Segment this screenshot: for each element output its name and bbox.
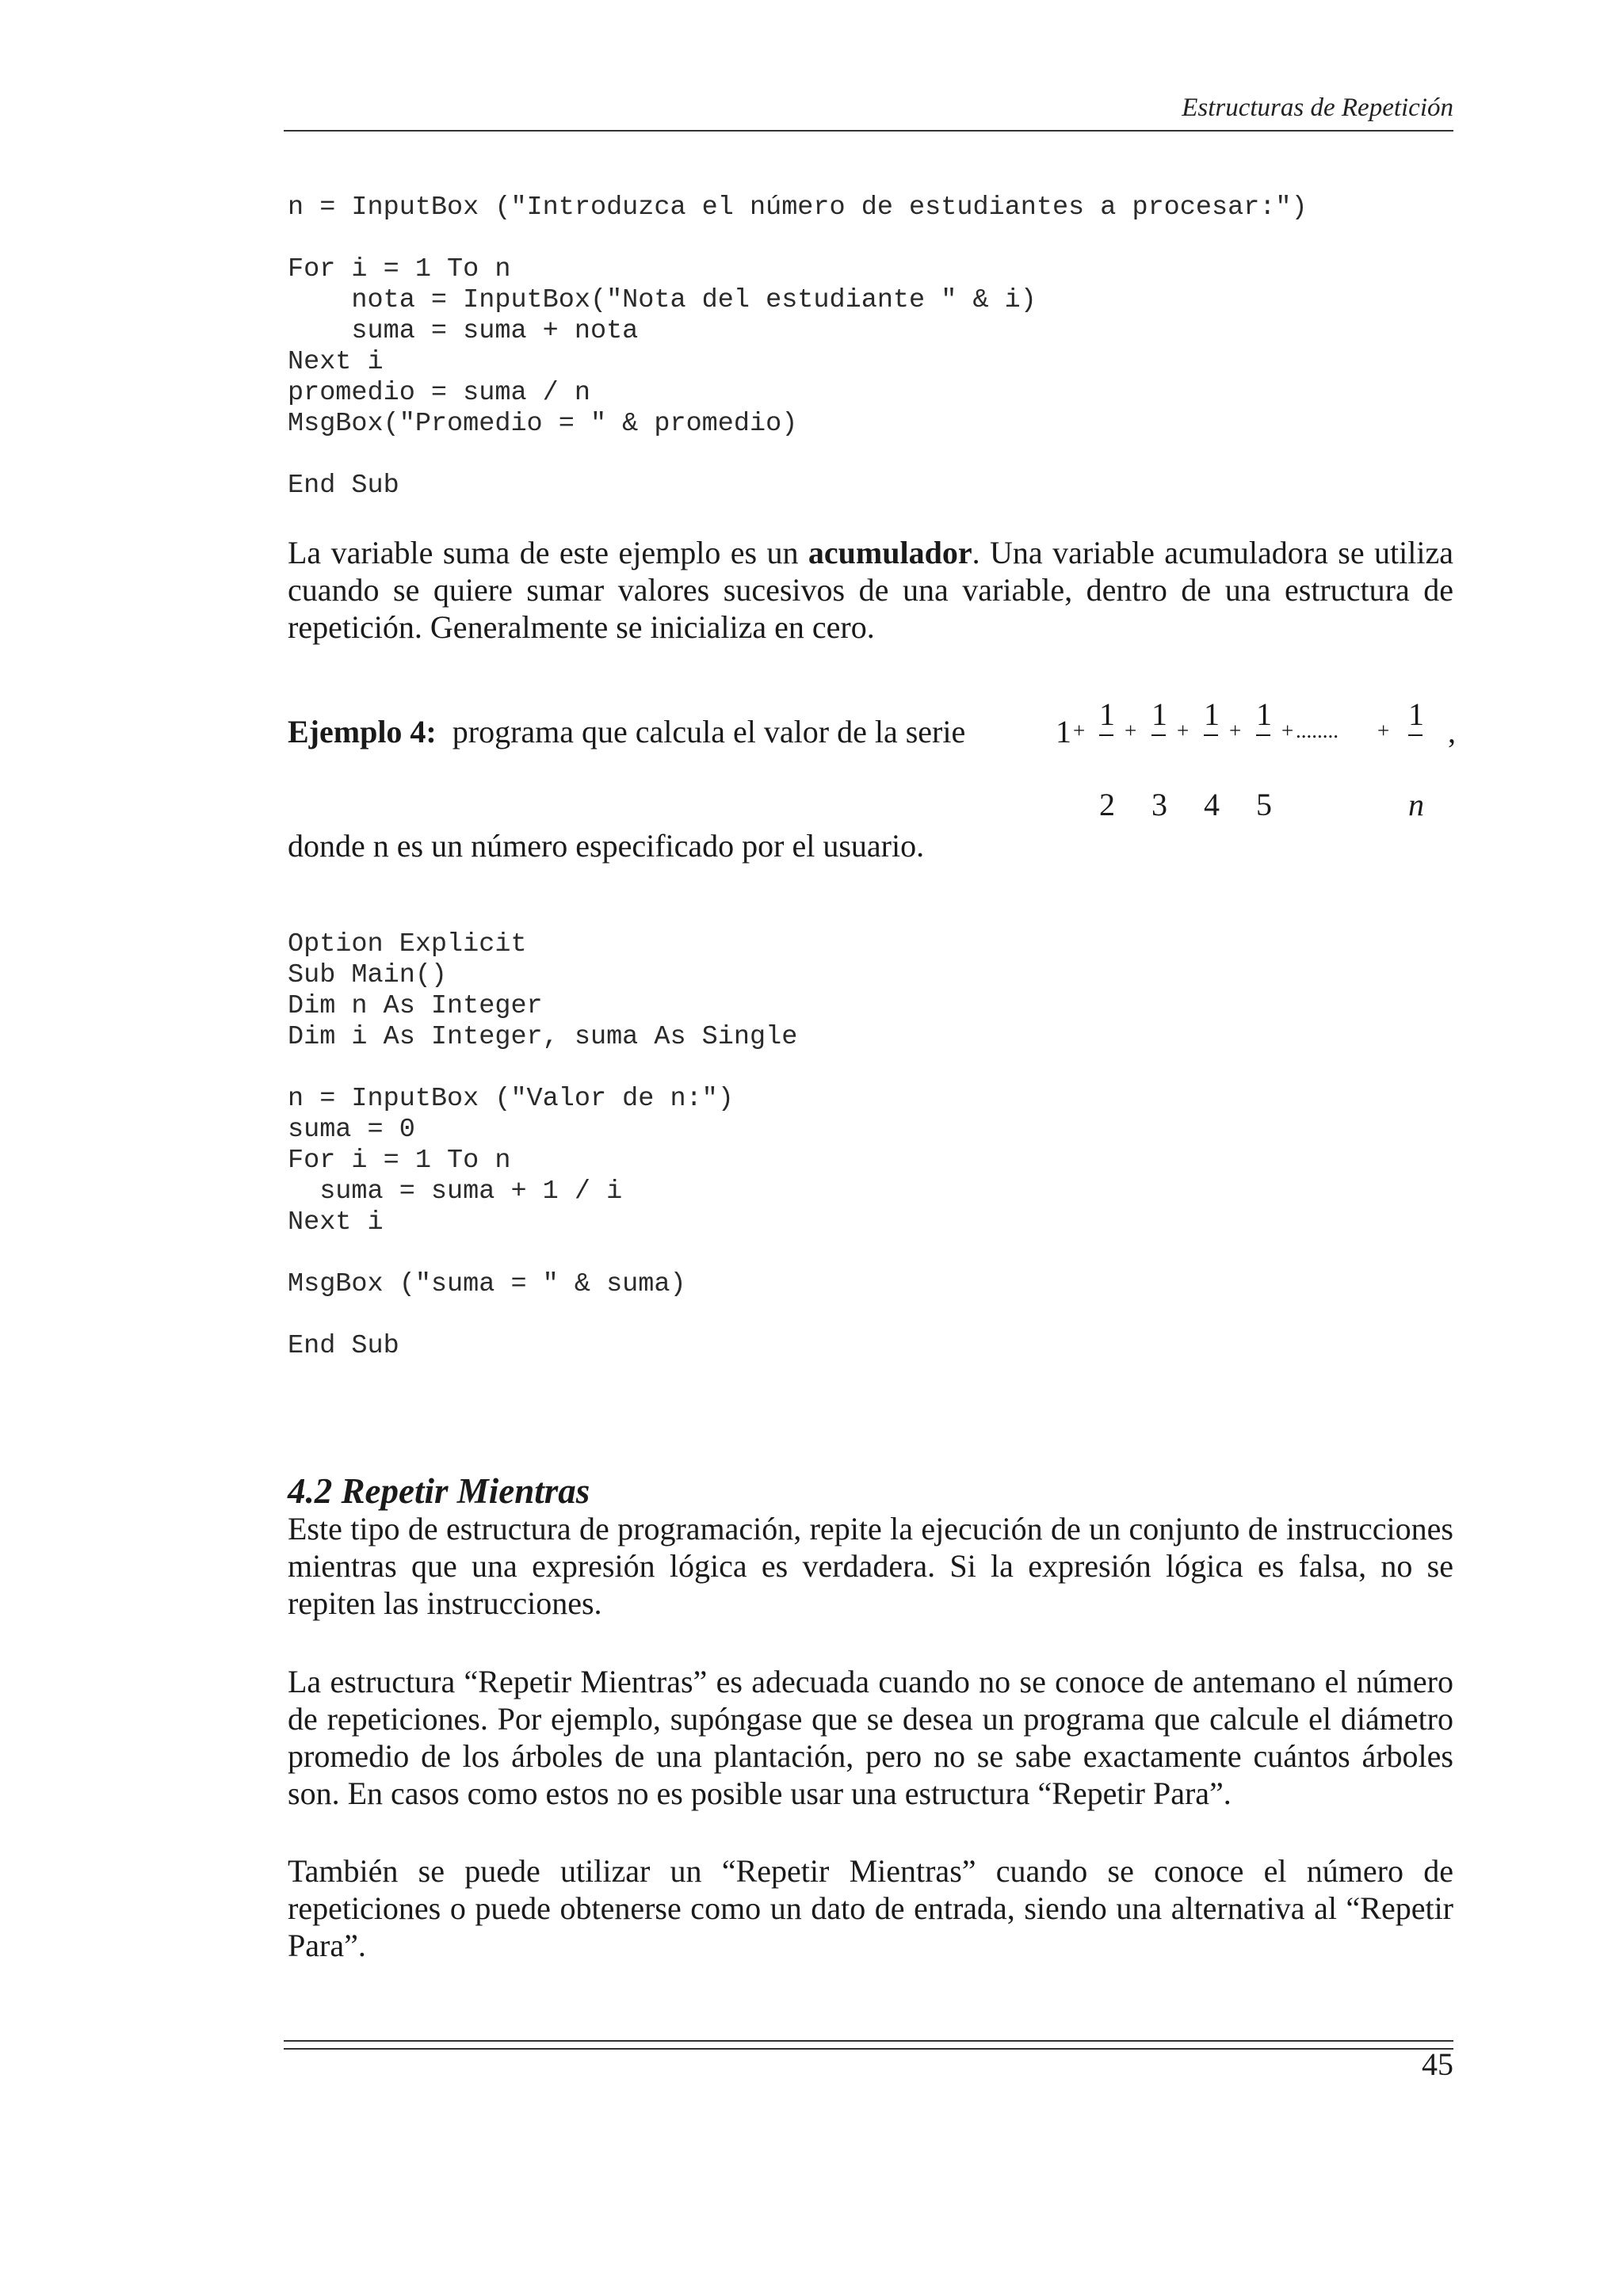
series-numerator: 1: [1408, 696, 1424, 732]
series-trailing-comma: ,: [1448, 714, 1456, 749]
series-plus: +: [1229, 719, 1242, 742]
series-plus: +: [1125, 719, 1137, 742]
acumulador-text-after: . Una variable acumuladora se utiliza cuando se quiere sumar valores sucesivos de una variable, dentro de una estructura de repetición. Generalmente se inicializa en cero.: [288, 535, 1453, 645]
footer-double-rule: [284, 2040, 1453, 2050]
series-fraction-bar: [1099, 734, 1113, 736]
series-leading-one: 1: [1056, 714, 1071, 749]
series-fraction-bar: [1256, 734, 1270, 736]
series-denominator: 3: [1151, 787, 1167, 822]
code-block-series: Option Explicit Sub Main() Dim n As Integer Dim i As Integer, suma As Single n = InputBox ("Valor de n:") suma = 0 For i = 1 To n suma = suma + 1 / i Next i MsgBox ("suma = " & suma) End Sub: [288, 929, 798, 1361]
series-numerator: 1: [1099, 696, 1115, 732]
series-plus: +: [1281, 719, 1294, 742]
harmonic-series-formula: [1056, 681, 1468, 824]
series-numerator: 1: [1256, 696, 1272, 732]
series-plus: +: [1377, 719, 1390, 742]
acumulador-paragraph: [288, 534, 1453, 646]
series-plus: +: [1177, 719, 1190, 742]
series-numerator: 1: [1151, 696, 1167, 732]
series-fraction-bar: [1204, 734, 1218, 736]
acumulador-term: acumulador: [808, 535, 972, 570]
series-ellipsis: ........: [1296, 719, 1338, 742]
series-denominator-n: n: [1408, 787, 1424, 822]
example4-donde-text: donde n es un número especificado por el usuario.: [288, 828, 925, 864]
section-paragraph: La estructura “Repetir Mientras” es adecuada cuando no se conoce de antemano el número de repeticiones. Por ejemplo, supóngase que se desea un programa que calcule el diámetro promedio de los árboles de una plantación, pero no se sabe exactamente cuántos árboles son. En casos como estos no es posible usar una estructura “Repetir Para”.: [288, 1664, 1453, 1811]
series-fraction-bar: [1151, 734, 1166, 736]
series-plus: +: [1073, 719, 1086, 742]
header-rule: [284, 130, 1453, 132]
section-paragraph: Este tipo de estructura de programación, repite la ejecución de un conjunto de instrucciones mientras que una expresión lógica es verdadera. Si la expresión lógica es falsa, no se repiten las instrucciones.: [288, 1511, 1453, 1621]
section-paragraph: También se puede utilizar un “Repetir Mientras” cuando se conoce el número de repeticiones o puede obtenerse como un dato de entrada, siendo una alternativa al “Repetir Para”.: [288, 1853, 1453, 1963]
series-denominator: 4: [1204, 787, 1220, 822]
series-fraction-bar: [1408, 734, 1423, 736]
code-block-grades: n = InputBox ("Introduzca el número de estudiantes a procesar:") For i = 1 To n nota = InputBox("Nota del estudiante " & i) suma = suma + nota Next i promedio = suma / n MsgBox("Promedio = " & promedio) End Sub: [288, 193, 1308, 501]
series-numerator: 1: [1204, 696, 1220, 732]
example4-text: programa que calcula el valor de la serie: [452, 714, 966, 749]
series-denominator: 2: [1099, 787, 1115, 822]
series-denominator: 5: [1256, 787, 1272, 822]
acumulador-text-before: La variable suma de este ejemplo es un: [288, 535, 808, 570]
example4-label: Ejemplo 4:: [288, 714, 437, 749]
page-number: 45: [1422, 2046, 1453, 2082]
section-heading: 4.2 Repetir Mientras: [288, 1471, 590, 1511]
running-header-title: Estructuras de Repetición: [1182, 93, 1453, 122]
example4-line: [288, 713, 965, 750]
